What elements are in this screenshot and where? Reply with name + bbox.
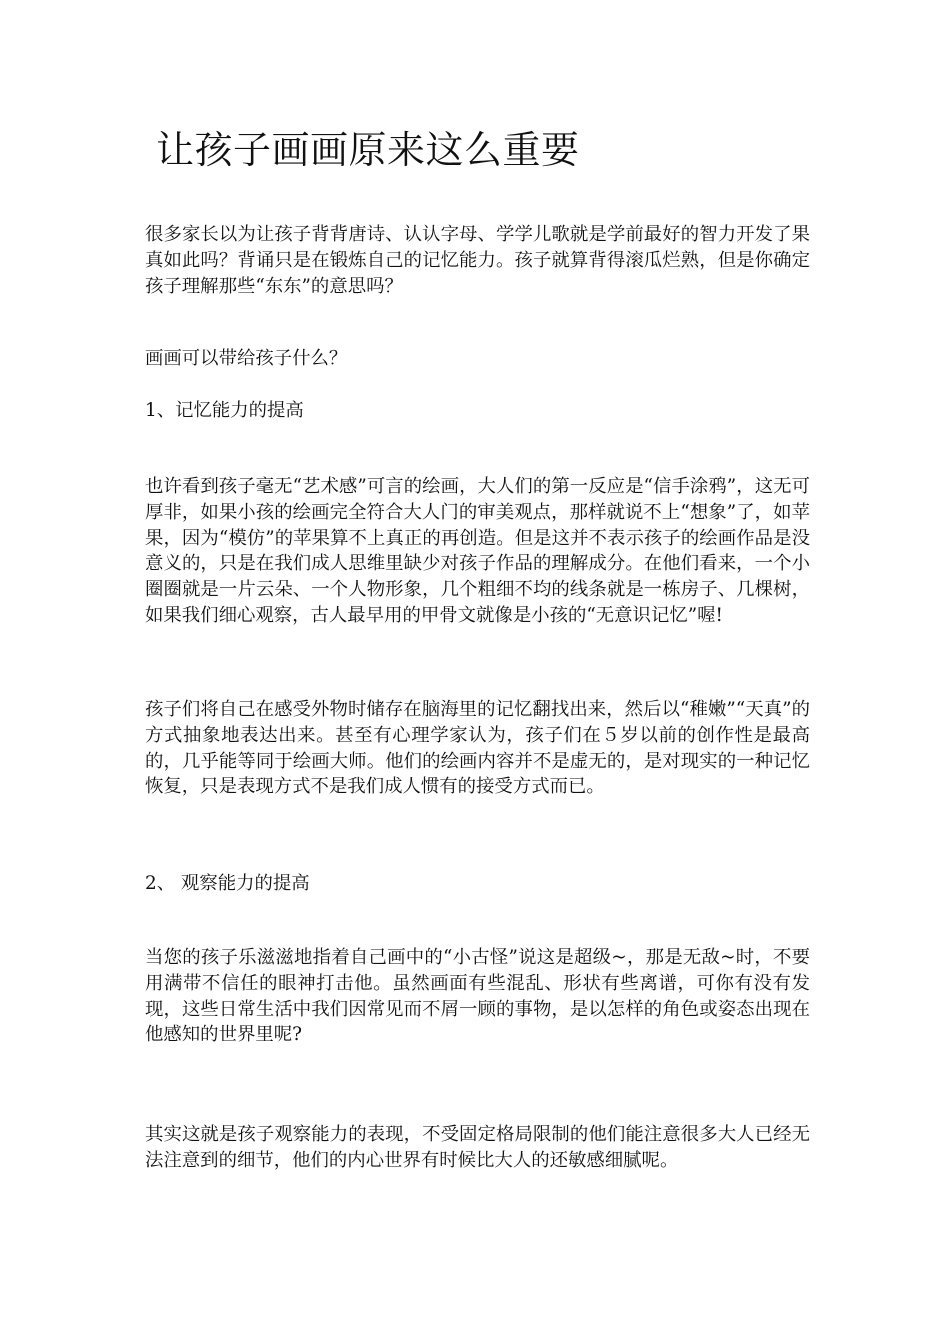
section-heading-observation: 2、 观察能力的提高: [145, 873, 310, 894]
intro-paragraph: 很多家长以为让孩子背背唐诗、认认字母、学学儿歌就是学前最好的智力开发了果真如此吗？背诵只是在锻炼自己的记忆能力。孩子就算背得滚瓜烂熟，但是你确定孩子理解那些“东东”的意思吗？: [145, 224, 810, 297]
page-title: 让孩子画画原来这么重要: [156, 128, 580, 172]
section-heading-memory: 1、记忆能力的提高: [145, 400, 304, 421]
observation-paragraph-2: 其实这就是孩子观察能力的表现，不受固定格局限制的他们能注意很多大人已经无法注意到的细节，他们的内心世界有时候比大人的还敏感细腻呢。: [145, 1124, 810, 1171]
memory-paragraph-1: 也许看到孩子毫无“艺术感”可言的绘画，大人们的第一反应是“信手涂鸦”，这无可厚非，如果小孩的绘画完全符合大人门的审美观点，那样就说不上“想象”了，如苹果，因为“模仿”的苹果算不上真正的再创造。但是这并不表示孩子的绘画作品是没意义的，只是在我们成人思维里缺少对孩子作品的理解成分。在他们看来，一个小圈圈就是一片云朵、一个人物形象，几个粗细不均的线条就是一栋房子、几棵树，如果我们细心观察，古人最早用的甲骨文就像是小孩的“无意识记忆”喔!: [145, 476, 810, 626]
question-heading: 画画可以带给孩子什么？: [145, 348, 348, 369]
observation-paragraph-1: 当您的孩子乐滋滋地指着自己画中的“小古怪”说这是超级~，那是无敌~时，不要用满带不信任的眼神打击他。虽然画面有些混乱、形状有些离谱，可你有没有发现，这些日常生活中我们因常见而不屑一顾的事物，是以怎样的角色或姿态出现在他感知的世界里呢?: [145, 947, 810, 1046]
memory-paragraph-2: 孩子们将自己在感受外物时储存在脑海里的记忆翻找出来，然后以“稚嫩”“天真”的方式抽象地表达出来。甚至有心理学家认为，孩子们在５岁以前的创作性是最高的，几乎能等同于绘画大师。他们的绘画内容并不是虚无的，是对现实的一种记忆恢复，只是表现方式不是我们成人惯有的接受方式而已。: [145, 699, 810, 798]
